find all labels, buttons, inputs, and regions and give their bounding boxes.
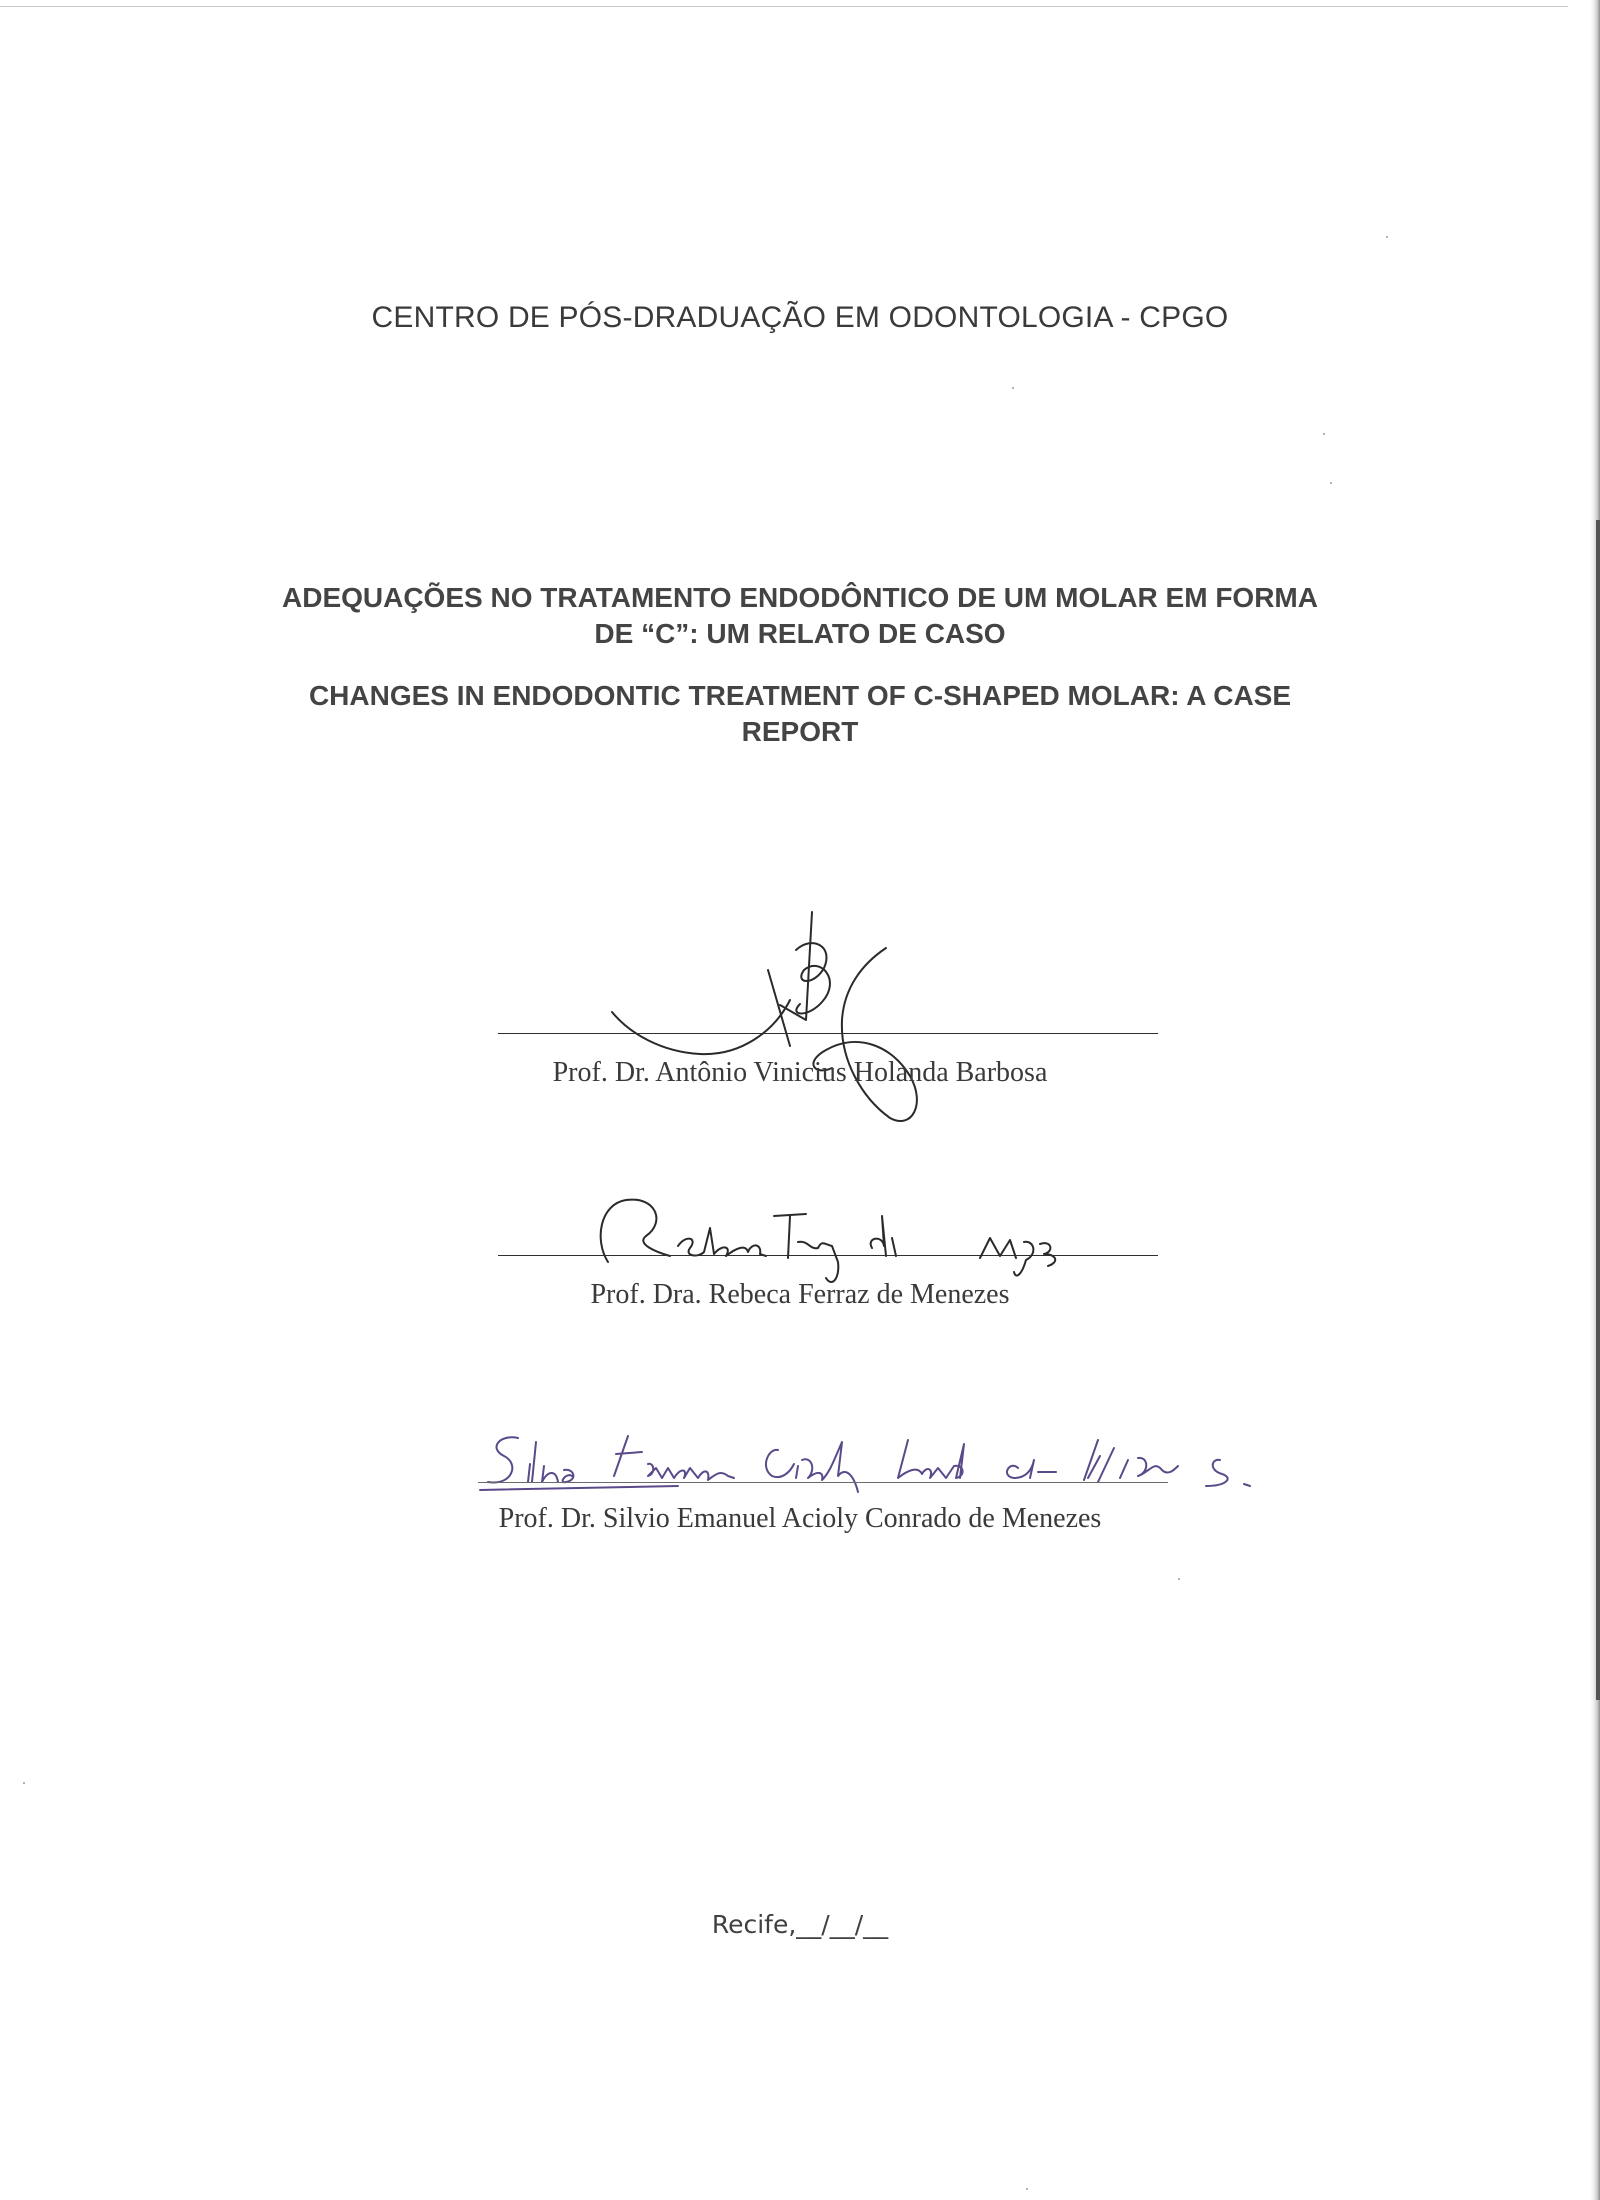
scan-speck (23, 1782, 25, 1784)
scan-speck (1323, 433, 1325, 435)
scan-speck (1330, 482, 1332, 484)
title-portuguese (200, 580, 1400, 652)
place-date-line: Recife,__/__/__ (711, 1910, 889, 1939)
signature-2 (586, 1182, 1086, 1292)
title-portuguese-line-1: ADEQUAÇÕES NO TRATAMENTO ENDODÔNTICO DE UM MOLAR EM FORMA (282, 582, 1318, 613)
title-portuguese-line-2: DE “C”: UM RELATO DE CASO (594, 618, 1006, 649)
signature-line-3 (478, 1482, 1168, 1483)
scan-speck (1012, 387, 1014, 389)
signature-line-2 (498, 1255, 1158, 1256)
title-english-line-1: CHANGES IN ENDODONTIC TREATMENT OF C-SHAPED MOLAR: A CASE (308, 680, 1292, 711)
title-english-line-2: REPORT (741, 716, 859, 747)
signatory-name-3: Prof. Dr. Silvio Emanuel Acioly Conrado de Menezes (498, 1503, 1102, 1534)
signatory-name-1: Prof. Dr. Antônio Vinicius Holanda Barbosa (552, 1057, 1048, 1088)
signature-line-1 (498, 1033, 1158, 1034)
signatory-name-2: Prof. Dra. Rebeca Ferraz de Menezes (590, 1279, 1010, 1310)
scan-speck (1178, 1578, 1180, 1580)
scan-top-edge (0, 6, 1568, 7)
scan-speck (1026, 2188, 1028, 2190)
title-english (200, 678, 1400, 750)
scan-speck (1386, 236, 1388, 238)
signature-1 (600, 900, 940, 1140)
signature-3 (478, 1420, 1318, 1510)
institution-name: CENTRO DE PÓS-DRADUAÇÃO EM ODONTOLOGIA - CPGO (371, 301, 1229, 334)
